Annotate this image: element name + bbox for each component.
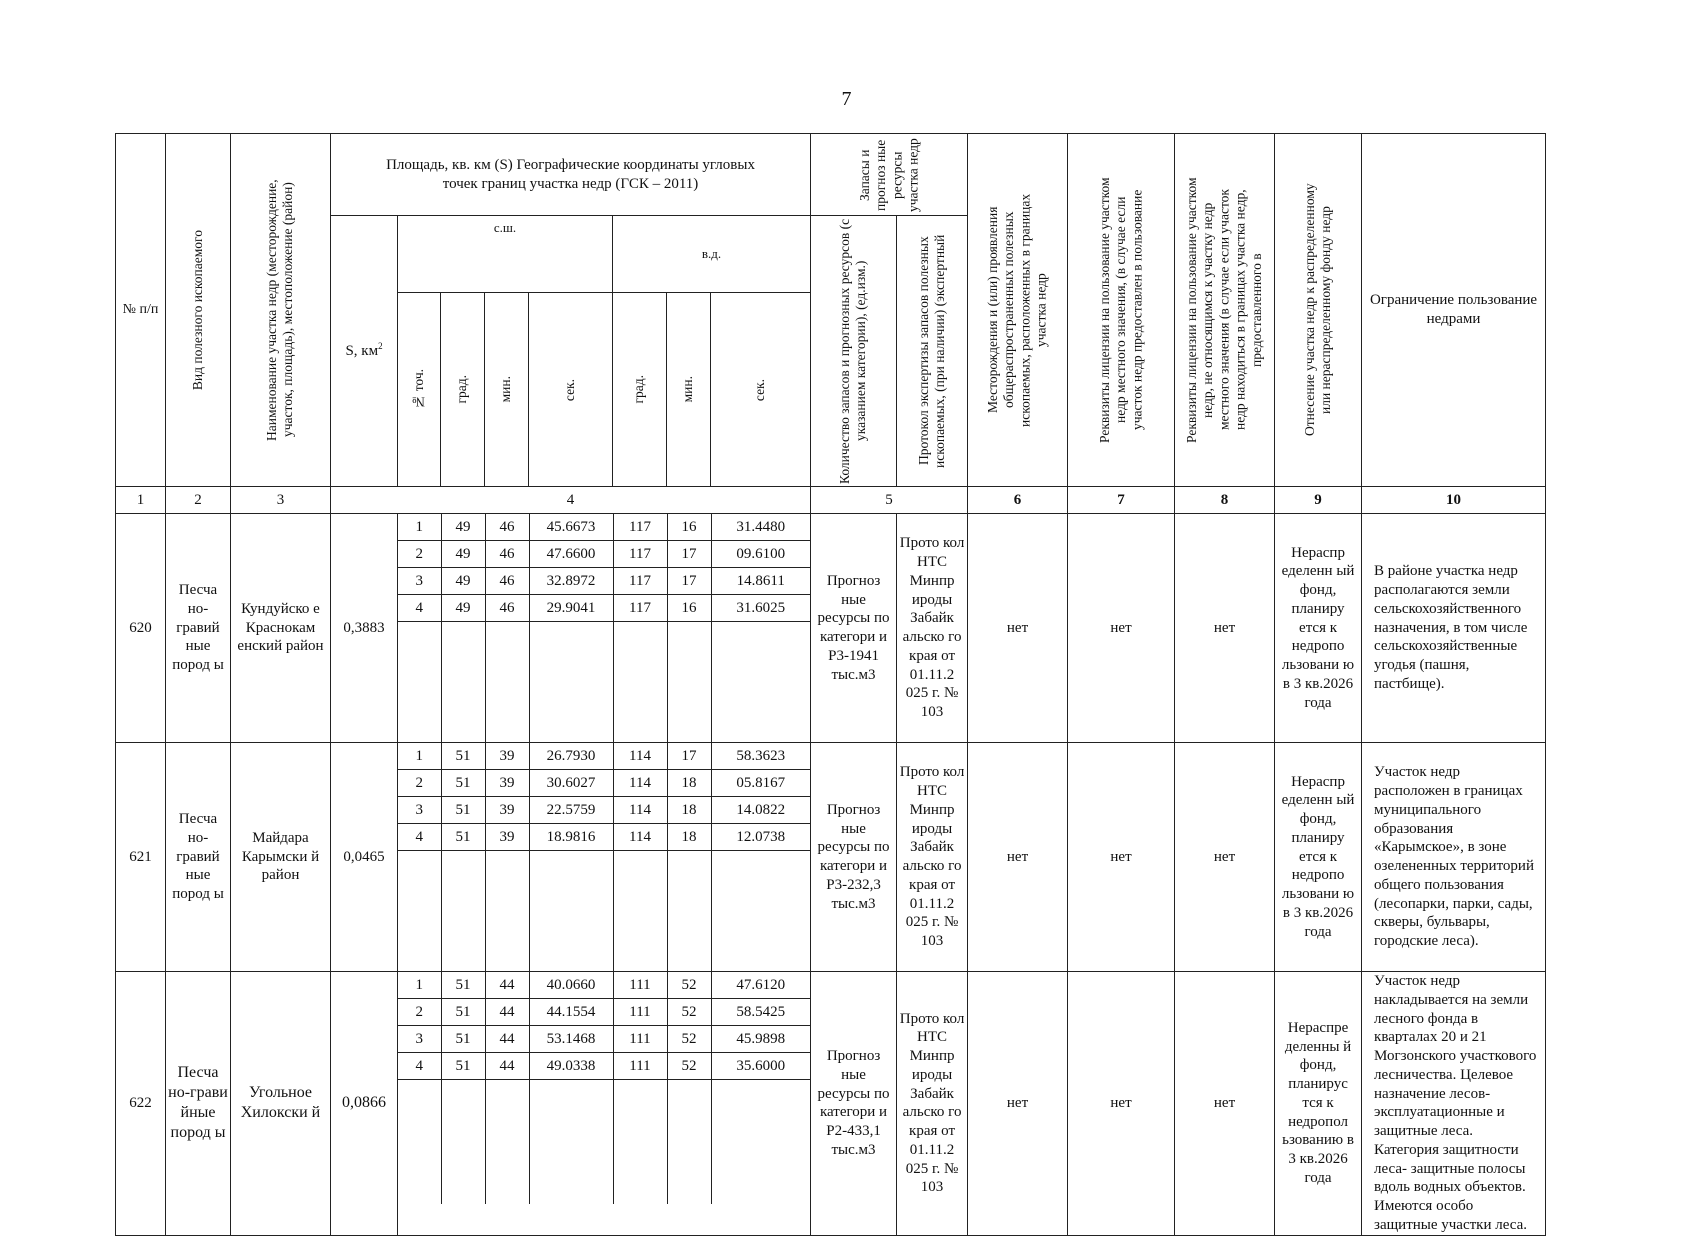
coord-cell: 51 xyxy=(441,972,485,999)
coord-cell: 35.6000 xyxy=(711,1053,810,1080)
coord-cell: 39 xyxy=(485,824,529,851)
row-deposits: нет xyxy=(968,972,1068,1236)
coord-cell: 31.4480 xyxy=(711,514,810,541)
row-other-license: нет xyxy=(1175,514,1275,743)
subsoil-table xyxy=(115,133,1545,1236)
row-name: Майдара Карымски й район xyxy=(231,743,331,972)
header-s: S, $км^2$ xyxy=(331,216,398,487)
coord-cell: 14.8611 xyxy=(711,568,810,595)
coord-cell xyxy=(529,1080,613,1205)
row-fund: Нераспр еделенн ый фонд, планиру ется к недропо льзовани ю в 3 кв.2026 года xyxy=(1275,514,1362,743)
coord-cell: 44 xyxy=(485,972,529,999)
coord-cell: 17 xyxy=(667,541,711,568)
table-row xyxy=(116,514,1546,743)
row-restriction: Участок недр накладывается на земли лесного фонда в кварталах 20 и 21 Могзонского участкового лесничества. Целевое назначение лесов- эксплуатационные и защитные леса. Категория защитности леса- защитные полосы вдоль водных объектов. Имеются особо защитные участки леса. xyxy=(1362,972,1546,1236)
row-num: 621 xyxy=(116,743,166,972)
coord-row xyxy=(398,595,810,622)
header-lat-deg: град. xyxy=(441,293,485,487)
coord-cell: 22.5759 xyxy=(529,797,613,824)
coord-cell: 49 xyxy=(441,541,485,568)
row-area: 0,0866 xyxy=(331,972,398,1236)
coord-cell: 18 xyxy=(667,770,711,797)
page-number: 7 xyxy=(841,88,852,110)
coord-cell: 52 xyxy=(667,1026,711,1053)
coord-cell: 05.8167 xyxy=(711,770,810,797)
coord-cell: 4 xyxy=(398,824,441,851)
header-lat-min: мин. xyxy=(485,293,529,487)
coord-cell: 52 xyxy=(667,972,711,999)
coord-cell: 46 xyxy=(485,514,529,541)
coord-cell: 117 xyxy=(613,568,667,595)
header-num: № п/п xyxy=(116,134,166,487)
coord-cell: 30.6027 xyxy=(529,770,613,797)
coord-cell: 52 xyxy=(667,999,711,1026)
row-fund: Нераспре деленны й фонд, планирус тся к недропол ьзованию в 3 кв.2026 года xyxy=(1275,972,1362,1236)
col-number: 10 xyxy=(1362,487,1546,514)
header-area-group: Площадь, кв. км (S) Географические координаты угловых точек границ участка недр (ГСК – 2011) xyxy=(331,134,811,216)
col-number: 8 xyxy=(1175,487,1275,514)
coord-cell xyxy=(441,1080,485,1205)
coord-cell: 117 xyxy=(613,514,667,541)
coord-cell: 39 xyxy=(485,770,529,797)
header-restriction: Ограничение пользование недрами xyxy=(1362,134,1546,487)
row-deposits: нет xyxy=(968,514,1068,743)
coord-cell: 32.8972 xyxy=(529,568,613,595)
coord-cell: 58.5425 xyxy=(711,999,810,1026)
coord-cell: 1 xyxy=(398,972,441,999)
coord-cell xyxy=(529,851,613,972)
coord-cell: 51 xyxy=(441,743,485,770)
coord-cell: 47.6600 xyxy=(529,541,613,568)
coord-cell: 114 xyxy=(613,797,667,824)
coord-row xyxy=(398,514,810,541)
coord-cell: 44 xyxy=(485,999,529,1026)
row-area: 0,0465 xyxy=(331,743,398,972)
coord-row xyxy=(398,1053,810,1080)
coord-cell: 51 xyxy=(441,1053,485,1080)
coord-cell xyxy=(711,1080,810,1205)
header-lon-sec: сек. xyxy=(711,293,811,487)
row-license: нет xyxy=(1068,743,1175,972)
coord-cell: 111 xyxy=(613,1026,667,1053)
coord-cell: 114 xyxy=(613,770,667,797)
coord-cell: 117 xyxy=(613,595,667,622)
coord-cell: 12.0738 xyxy=(711,824,810,851)
coord-cell: 53.1468 xyxy=(529,1026,613,1053)
coords-block xyxy=(398,514,811,743)
coord-cell xyxy=(711,622,810,743)
coord-cell: 4 xyxy=(398,1053,441,1080)
coord-cell: 39 xyxy=(485,797,529,824)
header-deposits: Месторождения и (или) проявления общераспространенных полезных ископаемых, расположенных в границах участка недр xyxy=(968,134,1068,487)
row-reserves: Прогноз ные ресурсы по категори и Р3-232,3 тыс.м3 xyxy=(811,743,897,972)
coord-cell: 46 xyxy=(485,541,529,568)
coord-cell: 114 xyxy=(613,743,667,770)
coord-cell: 2 xyxy=(398,541,441,568)
coords-block xyxy=(398,743,811,972)
coord-cell: 29.9041 xyxy=(529,595,613,622)
coord-cell xyxy=(441,622,485,743)
coord-cell: 49 xyxy=(441,595,485,622)
col-number: 9 xyxy=(1275,487,1362,514)
row-license: нет xyxy=(1068,972,1175,1236)
coord-cell: 111 xyxy=(613,972,667,999)
coord-cell: 17 xyxy=(667,743,711,770)
coord-cell xyxy=(485,851,529,972)
coord-cell: 45.6673 xyxy=(529,514,613,541)
coord-cell: 46 xyxy=(485,595,529,622)
coord-cell: 114 xyxy=(613,824,667,851)
row-num: 622 xyxy=(116,972,166,1236)
coord-cell xyxy=(485,622,529,743)
coord-cell: 1 xyxy=(398,743,441,770)
row-name: Угольное Хилокски й xyxy=(231,972,331,1236)
header-lon-deg: град. xyxy=(613,293,667,487)
coord-row xyxy=(398,1026,810,1053)
coord-cell: 44.1554 xyxy=(529,999,613,1026)
col-number: 1 xyxy=(116,487,166,514)
row-reserves: Прогноз ные ресурсы по категори и Р2-433,1 тыс.м3 xyxy=(811,972,897,1236)
coord-cell: 18 xyxy=(667,824,711,851)
coord-cell xyxy=(529,622,613,743)
coord-row xyxy=(398,824,810,851)
coord-row xyxy=(398,797,810,824)
row-area: 0,3883 xyxy=(331,514,398,743)
row-other-license: нет xyxy=(1175,972,1275,1236)
coord-cell: 16 xyxy=(667,514,711,541)
row-license: нет xyxy=(1068,514,1175,743)
header-fund: Отнесение участка недр к распределенному или нераспределенному фонду недр xyxy=(1275,134,1362,487)
coord-cell: 2 xyxy=(398,770,441,797)
coord-cell: 111 xyxy=(613,1053,667,1080)
coord-cell: 52 xyxy=(667,1053,711,1080)
coord-cell: 111 xyxy=(613,999,667,1026)
header-other-license: Реквизиты лицензии на пользование участком недр, не относящимся к участку недр местного значения (в случае если участок недр находиться в границах участка недр, предоставленного в xyxy=(1175,134,1275,487)
coord-cell xyxy=(613,622,667,743)
coord-row xyxy=(398,770,810,797)
coord-cell: 17 xyxy=(667,568,711,595)
header-lon: в.д. xyxy=(613,216,811,293)
row-protocol: Прото кол НТС Минпр ироды Забайк альско го края от 01.11.2 025 г. № 103 xyxy=(897,743,968,972)
coord-cell: 4 xyxy=(398,595,441,622)
row-protocol: Прото кол НТС Минпр ироды Забайк альско го края от 01.11.2 025 г. № 103 xyxy=(897,972,968,1236)
row-mineral: Песча но-гравий ные пород ы xyxy=(166,743,231,972)
row-other-license: нет xyxy=(1175,743,1275,972)
coord-cell: 117 xyxy=(613,541,667,568)
row-mineral: Песча но-гравий ные пород ы xyxy=(166,514,231,743)
coord-cell: 58.3623 xyxy=(711,743,810,770)
coord-cell xyxy=(398,622,441,743)
coord-cell: 49 xyxy=(441,568,485,595)
col-number: 4 xyxy=(331,487,811,514)
coord-cell: 16 xyxy=(667,595,711,622)
header-reserves-group: Запасы и прогноз ные ресурсы участка недр xyxy=(811,134,968,216)
header-reserves-protocol: Протокол экспертизы запасов полезных ископаемых, (при наличии) (экспертный xyxy=(897,216,968,487)
coord-row xyxy=(398,568,810,595)
header-reserves-qty: Количество запасов и прогнозных ресурсов (с указанием категории), (ед.изм.) xyxy=(811,216,897,487)
table-row xyxy=(116,743,1546,972)
row-name: Кундуйско е Краснокам енский район xyxy=(231,514,331,743)
col-number: 3 xyxy=(231,487,331,514)
coord-cell xyxy=(667,1080,711,1205)
col-number: 7 xyxy=(1068,487,1175,514)
coord-cell: 14.0822 xyxy=(711,797,810,824)
coord-cell: 44 xyxy=(485,1026,529,1053)
coord-row xyxy=(398,743,810,770)
col-number: 5 xyxy=(811,487,968,514)
row-deposits: нет xyxy=(968,743,1068,972)
coord-cell xyxy=(667,622,711,743)
row-protocol: Прото кол НТС Минпр ироды Забайк альско го края от 01.11.2 025 г. № 103 xyxy=(897,514,968,743)
coord-cell: 2 xyxy=(398,999,441,1026)
row-restriction: Участок недр расположен в границах муниципального образования «Карымское», в зоне озелененных территорий общего пользования (лесопарки, парки, сады, скверы, бульвары, городские леса). xyxy=(1362,743,1546,972)
header-mineral: Вид полезного ископаемого xyxy=(166,134,231,487)
coord-cell: 3 xyxy=(398,797,441,824)
col-number: 2 xyxy=(166,487,231,514)
row-restriction: В районе участка недр располагаются земли сельскохозяйственного назначения, в том числе сельскохозяйственные угодья (пашня, пастбище). xyxy=(1362,514,1546,743)
coord-row xyxy=(398,541,810,568)
row-reserves: Прогноз ные ресурсы по категори и Р3-1941 тыс.м3 xyxy=(811,514,897,743)
coord-cell: 49 xyxy=(441,514,485,541)
coord-cell: 51 xyxy=(441,1026,485,1053)
coord-cell: 51 xyxy=(441,824,485,851)
coord-cell: 45.9898 xyxy=(711,1026,810,1053)
header-point: № точ. xyxy=(398,293,441,487)
row-mineral: Песча но-грави йные пород ы xyxy=(166,972,231,1236)
coord-row xyxy=(398,999,810,1026)
header-lon-min: мин. xyxy=(667,293,711,487)
row-fund: Нераспр еделенн ый фонд, планиру ется к недропо льзовани ю в 3 кв.2026 года xyxy=(1275,743,1362,972)
header-license: Реквизиты лицензии на пользование участком недр местного значения, (в случае если участок недр предоставлен в пользование xyxy=(1068,134,1175,487)
coord-cell xyxy=(398,851,441,972)
coord-cell: 51 xyxy=(441,999,485,1026)
coord-cell xyxy=(441,851,485,972)
coord-cell: 39 xyxy=(485,743,529,770)
coord-cell: 18.9816 xyxy=(529,824,613,851)
coord-row xyxy=(398,972,810,999)
col-number: 6 xyxy=(968,487,1068,514)
header-name: Наименование участка недр (месторождение, участок, площадь), местоположение (район) xyxy=(231,134,331,487)
coord-cell: 3 xyxy=(398,1026,441,1053)
coord-cell xyxy=(711,851,810,972)
coord-cell: 18 xyxy=(667,797,711,824)
coord-cell: 44 xyxy=(485,1053,529,1080)
coord-cell xyxy=(613,1080,667,1205)
table-row xyxy=(116,972,1546,1236)
coord-cell: 26.7930 xyxy=(529,743,613,770)
coord-cell xyxy=(613,851,667,972)
header-lat: с.ш. xyxy=(398,216,613,293)
coords-block xyxy=(398,972,811,1236)
coord-cell: 47.6120 xyxy=(711,972,810,999)
coord-cell: 1 xyxy=(398,514,441,541)
header-lat-sec: сек. xyxy=(529,293,613,487)
coord-cell: 49.0338 xyxy=(529,1053,613,1080)
row-num: 620 xyxy=(116,514,166,743)
coord-cell: 31.6025 xyxy=(711,595,810,622)
coord-cell: 3 xyxy=(398,568,441,595)
coord-cell: 40.0660 xyxy=(529,972,613,999)
coord-cell: 46 xyxy=(485,568,529,595)
coord-cell xyxy=(485,1080,529,1205)
coord-cell xyxy=(398,1080,441,1205)
coord-cell: 51 xyxy=(441,797,485,824)
coord-cell xyxy=(667,851,711,972)
coord-cell: 51 xyxy=(441,770,485,797)
coord-cell: 09.6100 xyxy=(711,541,810,568)
